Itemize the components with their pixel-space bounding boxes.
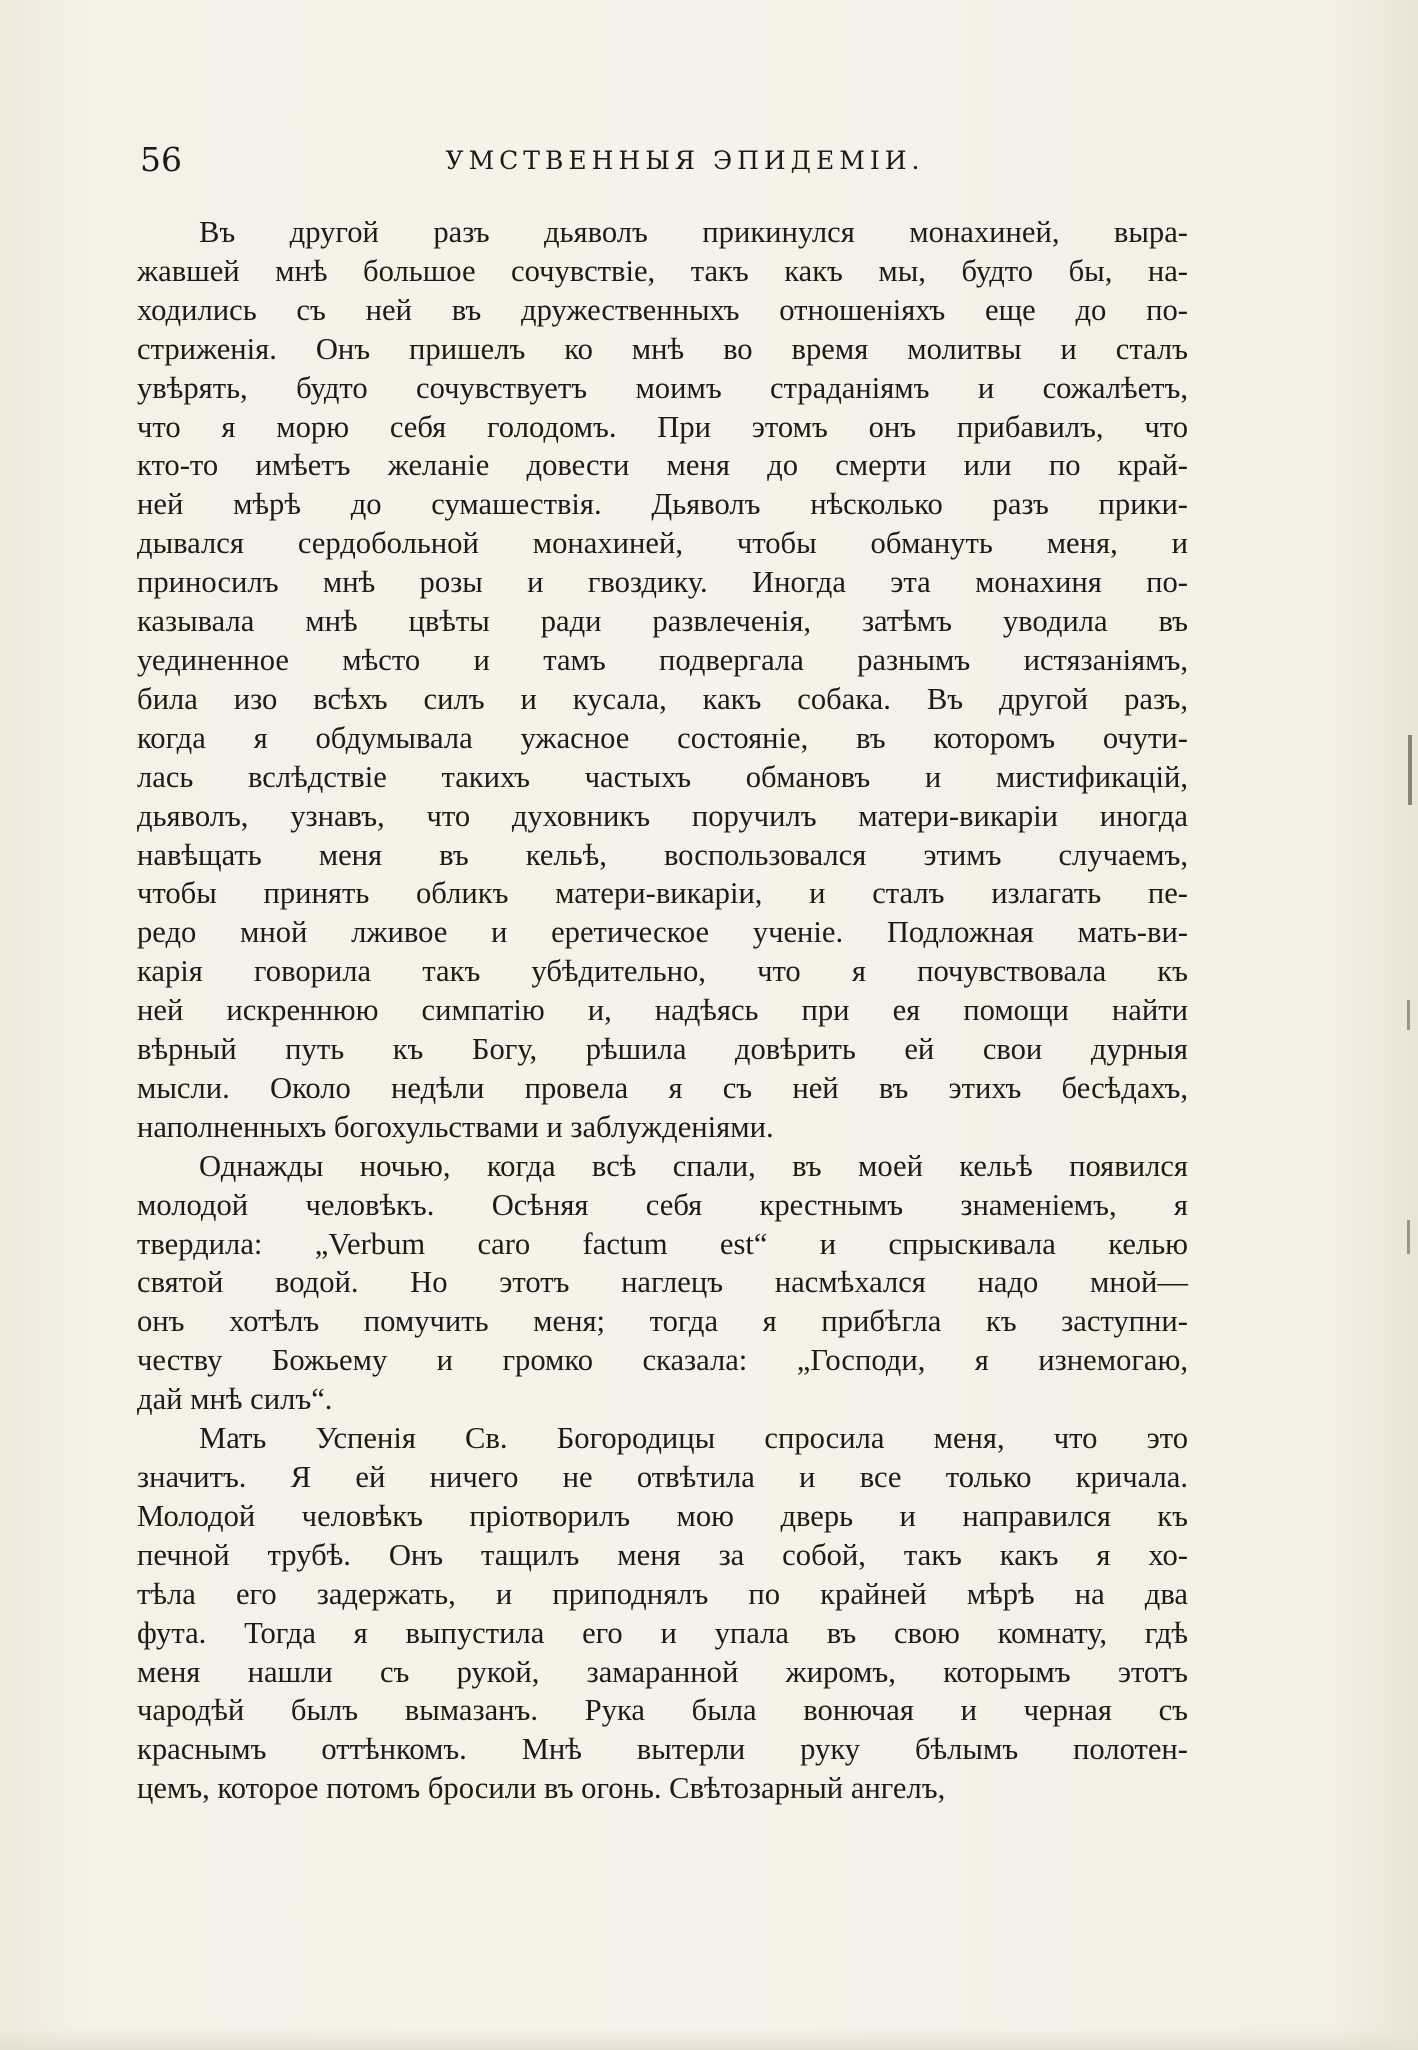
text-line: казывала мнѣ цвѣты ради развлеченія, затѣмъ уводила въ xyxy=(137,604,1188,639)
text-line: жавшей мнѣ большое сочувствіе, такъ какъ мы, будто бы, на- xyxy=(137,253,1188,288)
text-line: навѣщать меня въ кельѣ, воспользовался этимъ случаемъ, xyxy=(137,837,1188,872)
text-line: Молодой человѣкъ пріотворилъ мою дверь и направился къ xyxy=(137,1498,1188,1533)
paragraph xyxy=(137,1147,1188,1419)
text-line: молодой человѣкъ. Осѣняя себя крестнымъ знаменіемъ, я xyxy=(137,1187,1188,1222)
text-line: карія говорила такъ убѣдительно, что я почувствовала къ xyxy=(137,954,1188,989)
text-line: онъ хотѣлъ помучить меня; тогда я прибѣгла къ заступни- xyxy=(137,1304,1188,1339)
running-title: УМСТВЕННЫЯ ЭПИДЕМІИ. xyxy=(445,146,925,175)
text-line: чтобы принять обликъ матери-викаріи, и сталъ излагать пе- xyxy=(137,876,1188,911)
text-line: стриженія. Онъ пришелъ ко мнѣ во время молитвы и сталъ xyxy=(137,331,1188,366)
text-line: уединенное мѣсто и тамъ подвергала разнымъ истязаніямъ, xyxy=(137,642,1188,677)
text-line: твердила: „Verbum caro factum est“ и спрыскивала келью xyxy=(137,1226,1188,1261)
text-line: увѣрять, будто сочувствуетъ моимъ страданіямъ и сожалѣетъ, xyxy=(137,370,1188,405)
text-line: честву Божьему и громко сказала: „Господи, я изнемогаю, xyxy=(137,1343,1188,1378)
text-line: Мать Успенія Св. Богородицы спросила меня, что это xyxy=(199,1421,1188,1456)
text-line: Однажды ночью, когда всѣ спали, въ моей кельѣ появился xyxy=(199,1148,1188,1183)
body-text xyxy=(137,213,1188,1808)
page-bottom-shadow xyxy=(0,2028,1418,2050)
text-line: ней мѣрѣ до сумашествія. Дьяволъ нѣсколько разъ прики- xyxy=(137,487,1188,522)
text-line: ней искреннюю симпатію и, надѣясь при ея помощи найти xyxy=(137,993,1188,1028)
page-edge-mark xyxy=(1407,1220,1410,1254)
text-line: чародѣй былъ вымазанъ. Рука была вонючая и черная съ xyxy=(137,1693,1188,1728)
text-line: кто-то имѣетъ желаніе довести меня до смерти или по край- xyxy=(137,448,1188,483)
paragraph xyxy=(137,213,1188,1147)
text-line: меня нашли съ рукой, замаранной жиромъ, которымъ этотъ xyxy=(137,1654,1188,1689)
text-line: лась вслѣдствіе такихъ частыхъ обмановъ и мистификацій, xyxy=(137,759,1188,794)
text-line: когда я обдумывала ужасное состояніе, въ которомъ очути- xyxy=(137,720,1188,755)
text-line: редо мной лживое и еретическое ученіе. Подложная мать-ви- xyxy=(137,915,1188,950)
text-line: цемъ, которое потомъ бросили въ огонь. Свѣтозарный ангелъ, xyxy=(137,1771,946,1806)
text-line: вѣрный путь къ Богу, рѣшила довѣрить ей свои дурныя xyxy=(137,1032,1188,1067)
text-line: фута. Тогда я выпустила его и упала въ свою комнату, гдѣ xyxy=(137,1615,1188,1650)
text-line: ходились съ ней въ дружественныхъ отношеніяхъ еще до по- xyxy=(137,292,1188,327)
text-line: приносилъ мнѣ розы и гвоздику. Иногда эта монахиня по- xyxy=(137,565,1188,600)
text-line: мысли. Около недѣли провела я съ ней въ этихъ бесѣдахъ, xyxy=(137,1070,1188,1105)
text-line: дывался сердобольной монахиней, чтобы обмануть меня, и xyxy=(137,526,1188,561)
text-line: тѣла его задержать, и приподнялъ по крайней мѣрѣ на два xyxy=(137,1576,1188,1611)
text-line: дай мнѣ силъ“. xyxy=(137,1382,333,1417)
text-line: что я морю себя голодомъ. При этомъ онъ прибавилъ, что xyxy=(137,409,1188,444)
text-line: била изо всѣхъ силъ и кусала, какъ собака. Въ другой разъ, xyxy=(137,681,1188,716)
page-number: 56 xyxy=(140,140,182,179)
paragraph xyxy=(137,1419,1188,1808)
text-line: дьяволъ, узнавъ, что духовникъ поручилъ матери-викаріи иногда xyxy=(137,798,1188,833)
text-line: значитъ. Я ей ничего не отвѣтила и все только кричала. xyxy=(137,1460,1188,1494)
text-line: наполненныхъ богохульствами и заблужденіями. xyxy=(137,1109,774,1144)
text-line: святой водой. Но этотъ наглецъ насмѣхался надо мной— xyxy=(137,1265,1188,1300)
page-edge-mark xyxy=(1408,735,1412,805)
text-line: краснымъ оттѣнкомъ. Мнѣ вытерли руку бѣлымъ полотен- xyxy=(137,1732,1188,1767)
page-edge-mark xyxy=(1407,1000,1410,1030)
page-header xyxy=(140,140,1190,190)
text-line: Въ другой разъ дьяволъ прикинулся монахиней, выра- xyxy=(199,215,1188,249)
text-line: печной трубѣ. Онъ тащилъ меня за собой, такъ какъ я хо- xyxy=(137,1537,1188,1572)
